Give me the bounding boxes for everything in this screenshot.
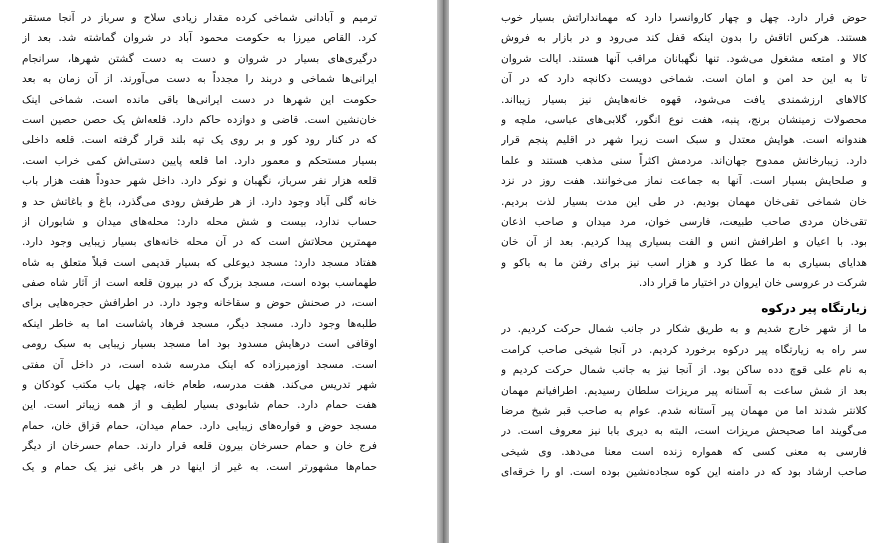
text-line: فارسی به معنی کسی که همواره زنده است معنا می‌دهد. وی شیخی <box>501 445 867 458</box>
text-line: دارد. زیبارخانش ممدوح جهان‌اند. مردمش اکثراً سنی مذهب هستند و علما <box>501 154 867 167</box>
text-line: و صلحایش بسیار است. آنها به جماعت نماز می‌خوانند. هفت روز در نزد <box>501 175 867 188</box>
text-line: اوقافی است درهایش مسدود بود اما مسجد بسیار زیبایی به سبک رومی <box>22 338 377 351</box>
text-line: خان‌نشین است. قاضی و دوازده حاکم دارد. قلعه‌اش یک حصن حصین است <box>22 113 377 126</box>
text-line: تا به این حد امن و امان است. شماخی دویست دکانچه دارد که در آن <box>501 73 867 86</box>
text-line: می‌گویند اما صحیحش مریزات است، البته به دیری بابا نیز معروف است. در <box>501 425 867 438</box>
text-line: حوض قرار دارد. چهل و چهار کاروانسرا دارد که مهمانداراتش بسیار خوب <box>501 12 867 24</box>
text-line: ایرانی‌ها شماخی و دربند را مجدداً به دست می‌آورند. از آن زمان به بعد <box>22 73 377 86</box>
right-page <box>449 0 887 543</box>
section-heading: زیارتگاه پیر درکوه <box>761 301 867 316</box>
text-line: هفت حمام دارد. حمام شابودی بسیار لطیف و از همه زیباتر است. این <box>22 399 377 412</box>
text-line: صاحب ارشاد بود که در دامنه این کوه سجاده‌نشین بوده است. او را خرقه‌ای <box>501 466 867 479</box>
text-line: طهماسب بوده است، مسجد بزرگ که در بیرون قلعه است از آثار شاه صفی <box>22 277 377 290</box>
text-line: شهر تدریس می‌کند. هفت مدرسه، طعام خانه، چهل باب مکتب کودکان و <box>22 379 377 392</box>
text-line: کالاهای ارزشمندی یافت می‌شود، قهوه خانه‌هایش نیز بسیار زیبااند. <box>501 93 867 106</box>
text-line: حساب ندارد، بیست و شش محله دارد: محله‌های میدان و شابوران از <box>22 215 377 228</box>
text-line: مسجد حوض و فواره‌های زیبایی دارد. حمام میدان، حمام قزاق خان، حمام <box>22 419 377 432</box>
text-line: طلبه‌ها وجود دارد. مسجد دیگر، مسجد فرهاد پاشاست اما به خاطر اینکه <box>22 317 377 330</box>
text-line: هستند. هرکس اتاقش را بدون اینکه قفل کند می‌رود و در بازار به فروش <box>501 32 867 45</box>
text-line: که در کنار رود کور و بر روی یک تپه بلند قرار گرفته است. قلعه داخلی <box>22 134 377 147</box>
text-line: سر راه به زیارتگاه پیر درکوه برخورد کردیم. در آنجا شیخی صاحب کرامت <box>501 343 867 356</box>
text-line: بود. با اعیان و اطرافش انس و الفت بسیاری پیدا کردیم. بعد از آن خان <box>501 236 867 249</box>
text-line: است. مسجد اوزمیرزاده که اینک مدرسه شده است، در داخل آن مفتی <box>22 358 377 371</box>
text-line: حمام‌ها مشهورتر است. به غیر از اینها در هر باغی نیز یک حمام و یک <box>22 460 377 473</box>
text-line: مهمترین محلاتش است که در آن محله خانه‌های بسیار زیبایی وجود دارد. <box>22 236 377 249</box>
text-line: درگیری‌های بسیار در شروان و دست به دست گشتن شهرها، سرانجام <box>22 52 377 65</box>
text-line: کلانتر شدند اما من مهمان پیر آستانه شدم. عوام به صاحب قبر شیخ مرضا <box>501 405 867 418</box>
left-page <box>0 0 437 543</box>
text-line: ما از شهر خارج شدیم و به طریق شکار در جانب شمال حرکت کردیم. در <box>501 323 867 336</box>
text-line: تقی‌خان مردی صاحب طبیعت، فارسی خوان، مرد میدان و صاحب اذعان <box>501 215 867 228</box>
text-line: فرج خان و حمام حسرخان بیرون قلعه قرار دارند. حمام حسرخان از دیگر <box>22 440 377 453</box>
text-line: ترمیم و آبادانی شماخی کرده مقدار زیادی سلاح و سرباز در آنجا مستقر <box>22 12 377 24</box>
text-line: قلعه هزار نفر سرباز، نگهبان و نوکر دارد. داخل شهر حدوداً هفت هزار باب <box>22 175 377 188</box>
text-line: شرکت در عروسی خان ایروان در اختیار ما قرار داد. <box>638 277 867 290</box>
text-line: کرد. القاص میرزا به حکومت محمود آباد در شروان گماشته شد. بعد از <box>22 32 377 45</box>
text-line: محصولات زمینشان برنج، پنبه، هفت نوع انگور، گلابی‌های عباسی، ملچه و <box>501 113 867 126</box>
text-line: خانه گلی آباد وجود دارد. از هر طرفش رودی می‌گذرد، باغ و باغاتش حد و <box>22 195 377 208</box>
text-line: بعد از شش ساعت به آستانه پیر مریزات سلطان رسیدیم. اطرافیانم مهمان <box>501 384 867 397</box>
text-line: به نام علی قوچ دده ساکن بود. از آنجا نیز به جانب شمال حرکت کردیم و <box>501 364 867 377</box>
text-line: کالا و امتعه مشغول می‌شود. تنها نگهبانان مراقب آنها هستند. ایالت شروان <box>501 52 867 65</box>
text-line: هفتاد مسجد دارد: مسجد دیوعلی که بسیار قدیمی است قبلاً متعلق به شاه <box>22 256 377 269</box>
text-line: است، در صحنش حوض و سقاخانه وجود دارد. در اطرافش حجره‌هایی برای <box>22 297 377 310</box>
text-line: بسیار مستحکم و معمور دارد. اما قلعه پایین دستی‌اش کمی خراب است. <box>22 154 377 167</box>
text-line: حکومت این شهرها در دست ایرانی‌ها باقی مانده است. شماخی اینک <box>22 93 377 106</box>
text-line: خان شماخی تقی‌خان مهمان بودیم. در طی این مدت بسیار لذت بردیم. <box>501 195 867 208</box>
text-line: هندوانه است. هوایش معتدل و سبک است زیرا شهر در اقلیم پنجم قرار <box>501 134 867 147</box>
text-line: هدایای بسیاری به ما عطا کرد و هزار اسب نیز برای رفتن ما به باکو و <box>501 256 867 269</box>
